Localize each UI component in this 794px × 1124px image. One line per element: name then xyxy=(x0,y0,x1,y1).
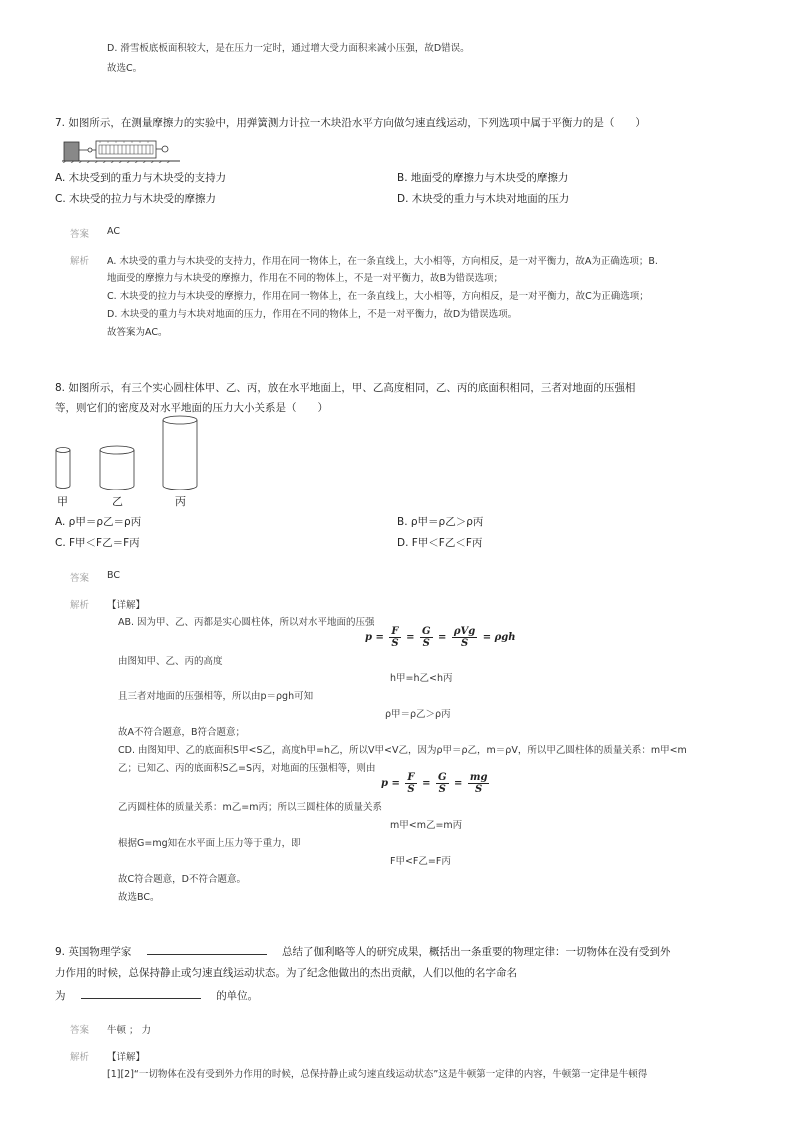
q7-analysis-line: D. 木块受的重力与木块对地面的压力，作用在不同的物体上，不是一对平衡力，故D为错误选项。 xyxy=(107,309,518,320)
q8-density-relation: ρ甲＝ρ乙＞ρ丙 xyxy=(385,709,451,720)
q8-analysis-line: 故C符合题意，D不符合题意。 xyxy=(118,874,246,885)
q8-analysis-line: 且三者对地面的压强相等，所以由p＝ρgh可知 xyxy=(118,691,314,702)
q8-analysis-line: 根据G=mg知在水平面上压力等于重力，即 xyxy=(118,838,301,849)
q8-analysis-label: 解析 xyxy=(70,600,90,611)
three-cylinders-diagram xyxy=(50,415,210,490)
q9-blank-2[interactable] xyxy=(81,987,201,999)
q7-stem: 7. 如图所示，在测量摩擦力的实验中，用弹簧测力计拉一木块沿水平方向做匀速直线运动，下列选项中属于平衡力的是（ ） xyxy=(55,117,646,129)
option-d-explanation: D. 滑雪板底板面积较大，是在压力一定时，通过增大受力面积来减小压强，故D错误。 xyxy=(107,43,470,54)
q7-analysis-label: 解析 xyxy=(70,256,90,267)
q8-analysis-line: 乙丙圆柱体的质量关系：m乙=m丙；所以三圆柱体的质量关系 xyxy=(118,802,382,813)
q7-friction-figure xyxy=(62,133,180,163)
q8-stem-line1: 8. 如图所示，有三个实心圆柱体甲、乙、丙，放在水平地面上，甲、乙高度相同，乙、丙的底面积相同，三者对地面的压强相 xyxy=(55,382,636,394)
q8-option-c[interactable]: C. F甲＜F乙＝F丙 xyxy=(55,537,140,549)
q8-stem-line2: 等，则它们的密度及对水平地面的压力大小关系是（ ） xyxy=(55,402,328,414)
q8-answer: BC xyxy=(107,570,120,581)
q7-analysis-line: 故答案为AC。 xyxy=(107,327,168,338)
q7-analysis-line: C. 木块受的拉力与木块受的摩擦力，作用在同一物体上，在一条直线上，大小相等，方向相反，是一对平衡力，故C为正确选项； xyxy=(107,291,649,302)
q8-detail-tag: 【详解】 xyxy=(107,600,146,611)
q8-analysis-line: 故选BC。 xyxy=(118,892,160,903)
q9-stem-line1: 9. 英国物理学家 总结了伽利略等人的研究成果，概括出一条重要的物理定律：一切物体在没有受到外 xyxy=(55,943,671,959)
q8-mass-relation: m甲<m乙=m丙 xyxy=(390,820,463,831)
q8-analysis-line: 乙；已知乙、丙的底面积S乙=S丙，对地面的压强相等，则由 xyxy=(118,763,376,774)
pressure-formula-1: p = $\frac{F}{S}$ = $\frac{G}{S}$ = $\frac{\text{ρVg}}{S}$ = ρgh xyxy=(365,626,516,649)
q7-option-d[interactable]: D. 木块受的重力与木块对地面的压力 xyxy=(397,193,570,205)
cylinder-label-yi: 乙 xyxy=(112,495,123,508)
q8-analysis-line: CD. 由图知甲、乙的底面积S甲<S乙，高度h甲=h乙，所以V甲<V乙，因为ρ甲＝ρ乙，m＝ρV，所以甲乙圆柱体的质量关系：m甲<m xyxy=(118,745,687,756)
q9-answer: 牛顿 ； 力 xyxy=(107,1025,152,1036)
q8-height-relation: h甲=h乙<h丙 xyxy=(390,673,453,684)
q8-option-a[interactable]: A. ρ甲＝ρ乙＝ρ丙 xyxy=(55,516,142,528)
q8-analysis-line: 故A不符合题意，B符合题意； xyxy=(118,727,246,738)
cylinder-label-jia: 甲 xyxy=(57,495,68,508)
q7-analysis-line: A. 木块受的重力与木块受的支持力，作用在同一物体上，在一条直线上，大小相等，方向相反，是一对平衡力，故A为正确选项；B. xyxy=(107,256,658,267)
q9-analysis-label: 解析 xyxy=(70,1052,90,1063)
q7-option-a[interactable]: A. 木块受到的重力与木块受的支持力 xyxy=(55,172,227,184)
q8-analysis-line: AB. 因为甲、乙、丙都是实心圆柱体，所以对水平地面的压强 xyxy=(118,617,375,628)
q8-cylinders-figure xyxy=(50,415,210,510)
q8-analysis-line: 由图知甲、乙、丙的高度 xyxy=(118,656,223,667)
q7-answer: AC xyxy=(107,226,120,237)
q7-option-c[interactable]: C. 木块受的拉力与木块受的摩擦力 xyxy=(55,193,217,205)
q8-answer-label: 答案 xyxy=(70,573,90,584)
q9-detail-line: [1][2]“一切物体在没有受到外力作用的时候，总保持静止或匀速直线运动状态”这是牛顿第一定律的内容，牛顿第一定律是牛顿得 xyxy=(107,1069,648,1080)
q8-option-b[interactable]: B. ρ甲＝ρ乙＞ρ丙 xyxy=(397,516,484,528)
spring-scale-diagram xyxy=(62,133,180,163)
pressure-formula-2: p = $\frac{F}{S}$ = $\frac{G}{S}$ = $\frac{mg}{S}$ xyxy=(381,772,488,795)
q8-force-relation: F甲<F乙=F丙 xyxy=(390,856,451,867)
q9-answer-label: 答案 xyxy=(70,1025,90,1036)
q7-analysis-line: 地面受的摩擦力与木块受的摩擦力，作用在不同的物体上，不是一对平衡力，故B为错误选项； xyxy=(107,273,504,284)
conclusion-text: 故选C。 xyxy=(107,63,143,74)
q7-option-b[interactable]: B. 地面受的摩擦力与木块受的摩擦力 xyxy=(397,172,569,184)
q8-option-d[interactable]: D. F甲＜F乙＜F丙 xyxy=(397,537,483,549)
q9-blank-1[interactable] xyxy=(147,943,267,955)
q9-stem-line3: 为 的单位。 xyxy=(55,987,258,1003)
q9-detail-tag: 【详解】 xyxy=(107,1052,146,1063)
q7-answer-label: 答案 xyxy=(70,229,90,240)
cylinder-label-bing: 丙 xyxy=(175,495,186,508)
q9-stem-line2: 力作用的时候，总保持静止或匀速直线运动状态。为了纪念他做出的杰出贡献，人们以他的名字命名 xyxy=(55,967,517,979)
